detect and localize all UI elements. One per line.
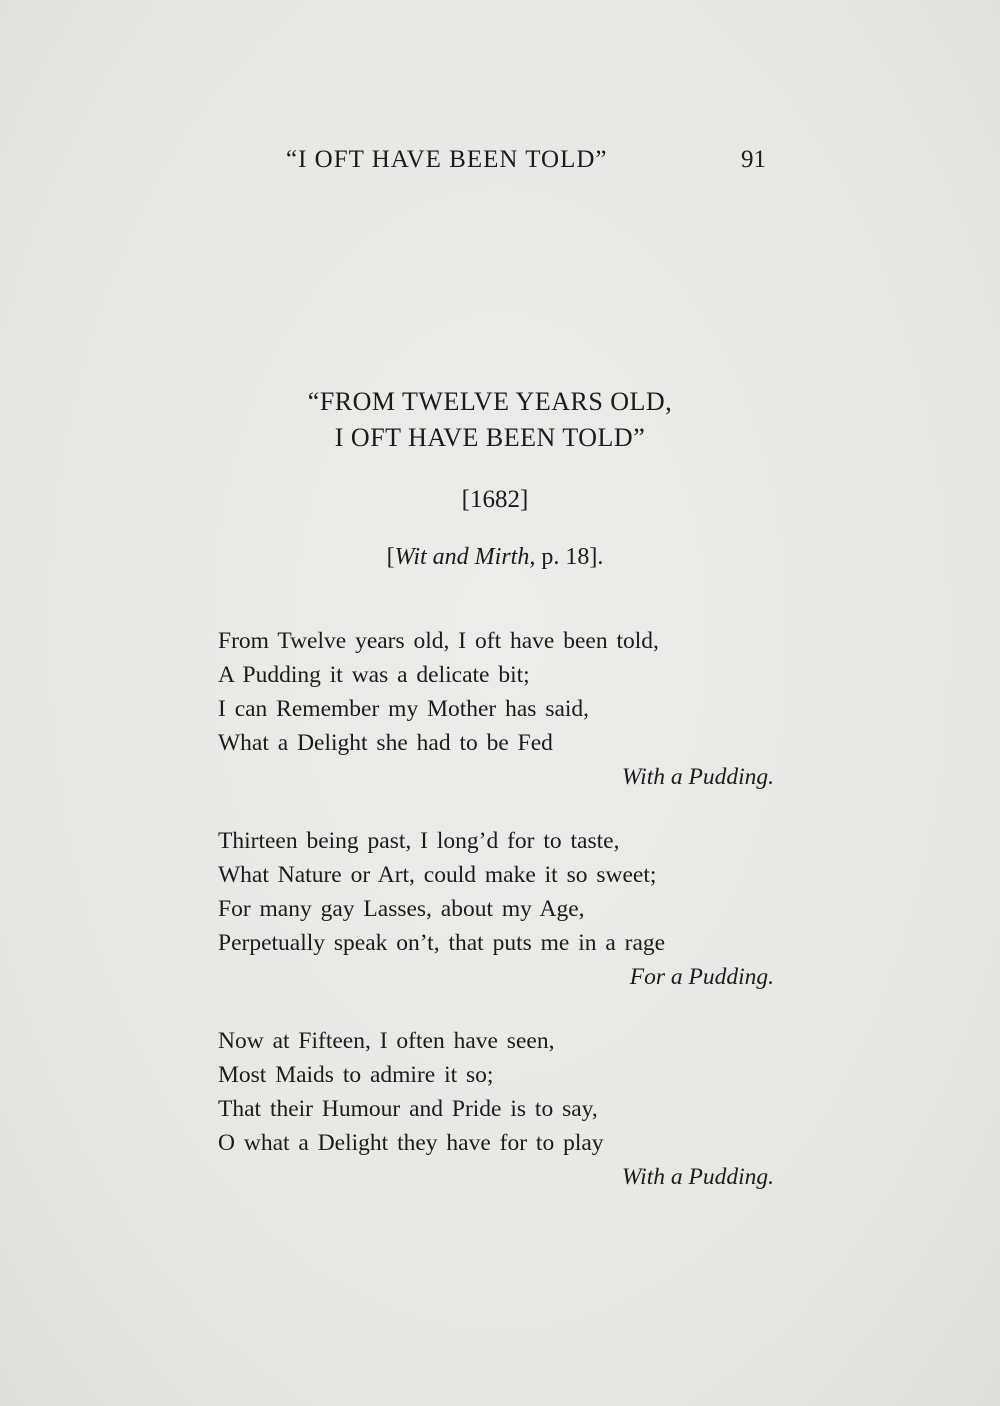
verse-line: What a Delight she had to be Fed <box>218 730 553 756</box>
verse-line: Perpetually speak on’t, that puts me in a rage <box>218 930 666 956</box>
verse-line: That their Humour and Pride is to say, <box>218 1096 598 1122</box>
stanza-refrain: For a Pudding. <box>629 964 774 990</box>
source-citation <box>0 544 990 571</box>
stanza <box>218 824 774 994</box>
source-title: Wit and Mirth, <box>394 544 536 570</box>
stanza <box>218 624 774 794</box>
verse-line: I can Remember my Mother has said, <box>218 696 590 722</box>
source-open-bracket: [ <box>386 544 395 570</box>
poem-title <box>0 384 980 456</box>
verse-line: For many gay Lasses, about my Age, <box>218 896 585 922</box>
verse-line: O what a Delight they have for to play <box>218 1130 604 1156</box>
stanza-refrain: With a Pudding. <box>621 764 774 790</box>
poem-body <box>218 624 774 1224</box>
source-reference: p. 18]. <box>535 544 604 570</box>
stanza-refrain: With a Pudding. <box>621 1164 774 1190</box>
verse-line: What Nature or Art, could make it so sweet; <box>218 862 657 888</box>
verse-line: A Pudding it was a delicate bit; <box>218 662 530 688</box>
verse-line: From Twelve years old, I oft have been told, <box>218 628 659 654</box>
poem-title-line-2: I OFT HAVE BEEN TOLD” <box>334 423 646 452</box>
poem-date: [1682] <box>461 486 529 513</box>
poem-title-line-1: “FROM TWELVE YEARS OLD, <box>307 387 673 416</box>
page-number: 91 <box>741 146 766 173</box>
verse-line: Now at Fifteen, I often have seen, <box>218 1028 555 1054</box>
stanza <box>218 1024 774 1194</box>
verse-line: Most Maids to admire it so; <box>218 1062 494 1088</box>
running-head-title: “I OFT HAVE BEEN TOLD” <box>286 146 608 173</box>
running-head <box>286 146 766 186</box>
verse-line: Thirteen being past, I long’d for to taste, <box>218 828 620 854</box>
